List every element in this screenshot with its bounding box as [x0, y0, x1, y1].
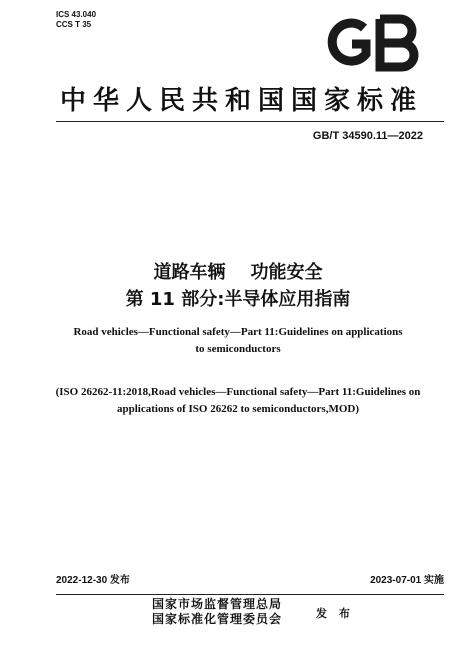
title-en: [0, 324, 476, 358]
iso-reference: [0, 384, 476, 418]
ics-code: ICS 43.040: [56, 10, 97, 19]
bottom-divider: [56, 594, 444, 595]
implement-date: 2023-07-01 实施: [370, 575, 444, 586]
title-cn-line1: 道路车辆 功能安全: [153, 262, 323, 283]
title-en-line1: Road vehicles—Functional safety—Part 11:Guidelines on applications: [73, 326, 403, 338]
classification-codes: [56, 10, 96, 30]
issuer-samr: 国家市场监督管理总局: [152, 597, 283, 611]
ccs-code: CCS T 35: [56, 20, 92, 29]
issuer-sac: 国家标准化管理委员会: [152, 612, 283, 626]
standard-name: 中华人民共和国国家标准: [59, 86, 423, 116]
issue-date: 2022-12-30 发布: [56, 575, 130, 586]
iso-reference-line2: applications of ISO 26262 to semiconductors,MOD): [117, 403, 359, 415]
publish-label: 发 布: [316, 607, 354, 620]
gb-logo: [322, 14, 424, 72]
issuers: [152, 597, 282, 627]
iso-reference-line1: (ISO 26262-11:2018,Road vehicles—Functional safety—Part 11:Guidelines on: [55, 386, 421, 398]
title-en-line2: to semiconductors: [195, 343, 281, 355]
standard-number: GB/T 34590.11—2022: [312, 130, 423, 142]
top-divider: [56, 121, 444, 122]
title-cn-line2: 第 11 部分:半导体应用指南: [125, 289, 351, 310]
